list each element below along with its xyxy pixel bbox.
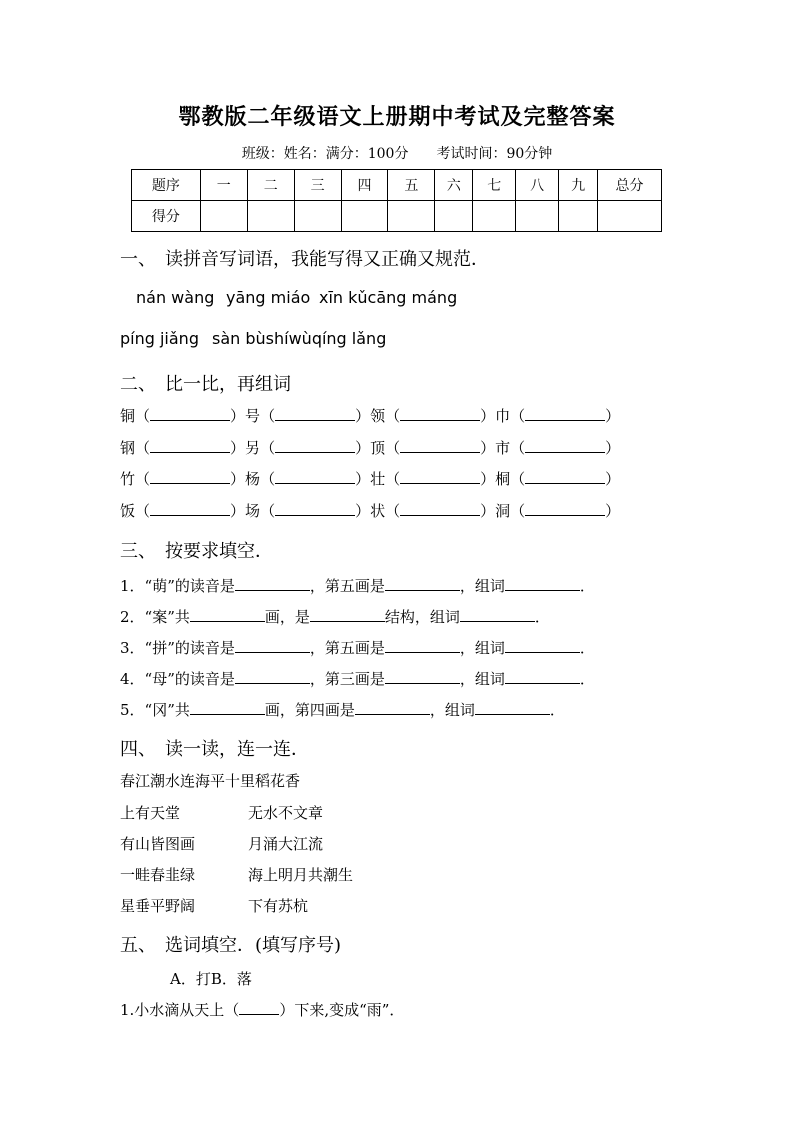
table-cell: 四 bbox=[341, 170, 388, 201]
answer-blank[interactable] bbox=[400, 437, 480, 453]
match-right[interactable]: 海上明月共潮生 bbox=[248, 866, 354, 884]
compare-char: 状 bbox=[370, 502, 386, 520]
compare-char: 洞 bbox=[495, 502, 511, 520]
pinyin-item: xīn kǔcāng máng bbox=[319, 288, 458, 307]
section-4-heading: 四、 读一读，连一连． bbox=[120, 739, 309, 760]
section-1-heading: 一、 读拼音写词语，我能写得又正确又规范． bbox=[120, 249, 489, 270]
score-cell[interactable] bbox=[598, 201, 662, 232]
item-text: ，组词 bbox=[459, 639, 505, 657]
item-text: 结构，组词 bbox=[384, 608, 460, 626]
table-cell: 九 bbox=[559, 170, 598, 201]
item-text: ． bbox=[579, 639, 595, 657]
answer-blank[interactable] bbox=[385, 637, 460, 653]
compare-char: 巾 bbox=[495, 407, 511, 425]
compare-row: 钢（ ）另（ ）顶（ ）市（ ） bbox=[120, 439, 621, 457]
answer-blank[interactable] bbox=[235, 668, 310, 684]
compare-char: 桐 bbox=[495, 470, 511, 488]
item-text: ，第五画是 bbox=[309, 639, 385, 657]
answer-blank[interactable] bbox=[400, 405, 480, 421]
compare-char: 钢 bbox=[120, 439, 136, 457]
compare-char: 饭 bbox=[120, 502, 136, 520]
answer-blank[interactable] bbox=[385, 575, 460, 591]
item-text: ． bbox=[579, 670, 595, 688]
compare-char: 铜 bbox=[120, 407, 136, 425]
compare-char: 壮 bbox=[370, 470, 386, 488]
section-2-heading: 二、 比一比，再组词 bbox=[120, 374, 291, 395]
answer-blank[interactable] bbox=[505, 668, 580, 684]
answer-blank[interactable] bbox=[310, 606, 385, 622]
answer-blank[interactable] bbox=[275, 500, 355, 516]
poem-first-line: 春江潮水连海平十里稻花香 bbox=[120, 772, 301, 790]
item-text: ，组词 bbox=[429, 701, 475, 719]
score-cell[interactable] bbox=[388, 201, 435, 232]
item-text: ，组词 bbox=[459, 577, 505, 595]
table-score-row bbox=[132, 201, 662, 232]
score-cell[interactable] bbox=[200, 201, 247, 232]
item-number: 2． bbox=[120, 608, 145, 626]
item-text: “母”的读音是 bbox=[144, 670, 235, 688]
answer-blank[interactable] bbox=[235, 637, 310, 653]
score-cell[interactable] bbox=[341, 201, 388, 232]
answer-blank[interactable] bbox=[275, 468, 355, 484]
compare-char: 场 bbox=[245, 502, 261, 520]
answer-blank[interactable] bbox=[235, 575, 310, 591]
word-options: A．打B．落 bbox=[170, 970, 252, 988]
match-right[interactable]: 月涌大江流 bbox=[248, 835, 324, 853]
answer-blank[interactable] bbox=[150, 500, 230, 516]
score-cell[interactable] bbox=[247, 201, 294, 232]
compare-row: 竹（ ）杨（ ）壮（ ）桐（ ） bbox=[120, 470, 621, 488]
answer-blank[interactable] bbox=[150, 405, 230, 421]
match-left[interactable]: 星垂平野阔 bbox=[120, 897, 196, 915]
answer-blank[interactable] bbox=[239, 999, 279, 1015]
item-text: “冈”共 bbox=[144, 701, 190, 719]
section-3-heading: 三、 按要求填空． bbox=[120, 541, 273, 562]
match-right[interactable]: 下有苏杭 bbox=[248, 897, 309, 915]
fill-item bbox=[120, 606, 550, 627]
exam-info: 班级：姓名：满分：100分 考试时间：90分钟 bbox=[241, 146, 553, 162]
score-cell[interactable] bbox=[435, 201, 473, 232]
fill-item bbox=[120, 637, 595, 658]
pinyin-item: nán wàng bbox=[136, 288, 215, 307]
compare-row: 饭（ ）场（ ）状（ ）洞（ ） bbox=[120, 502, 621, 520]
compare-char: 领 bbox=[370, 407, 386, 425]
score-cell[interactable] bbox=[473, 201, 516, 232]
section-5-heading: 五、 选词填空．(填写序号) bbox=[120, 935, 342, 956]
item-number: 5． bbox=[120, 701, 145, 719]
compare-row: 铜（ ）号（ ）领（ ）巾（ ） bbox=[120, 407, 621, 425]
fill-item bbox=[120, 575, 595, 596]
answer-blank[interactable] bbox=[525, 500, 605, 516]
answer-blank[interactable] bbox=[400, 500, 480, 516]
item-number: 1． bbox=[120, 577, 145, 595]
answer-blank[interactable] bbox=[190, 606, 265, 622]
table-cell: 二 bbox=[247, 170, 294, 201]
pinyin-item: píng jiǎng bbox=[120, 329, 199, 348]
answer-blank[interactable] bbox=[275, 405, 355, 421]
answer-blank[interactable] bbox=[525, 405, 605, 421]
fill-item bbox=[120, 999, 404, 1020]
compare-char: 另 bbox=[245, 439, 261, 457]
answer-blank[interactable] bbox=[505, 575, 580, 591]
item-text: 画，是 bbox=[264, 608, 310, 626]
item-text: ． bbox=[549, 701, 565, 719]
table-cell: 总分 bbox=[598, 170, 662, 201]
item-text: “拼”的读音是 bbox=[144, 639, 235, 657]
table-cell: 一 bbox=[200, 170, 247, 201]
score-table bbox=[131, 169, 662, 232]
compare-char: 顶 bbox=[370, 439, 386, 457]
pinyin-item: yāng miáo bbox=[226, 288, 311, 307]
table-cell: 题序 bbox=[132, 170, 201, 201]
compare-char: 号 bbox=[245, 407, 261, 425]
answer-blank[interactable] bbox=[150, 437, 230, 453]
answer-blank[interactable] bbox=[385, 668, 460, 684]
answer-blank[interactable] bbox=[190, 699, 265, 715]
answer-blank[interactable] bbox=[525, 468, 605, 484]
compare-char: 市 bbox=[495, 439, 511, 457]
table-cell: 八 bbox=[516, 170, 559, 201]
match-left[interactable]: 有山皆图画 bbox=[120, 835, 196, 853]
item-text: “案”共 bbox=[144, 608, 190, 626]
page-title: 鄂教版二年级语文上册期中考试及完整答案 bbox=[178, 104, 616, 130]
table-cell: 三 bbox=[294, 170, 341, 201]
match-left[interactable]: 上有天堂 bbox=[120, 804, 181, 822]
table-header-row bbox=[132, 170, 662, 201]
item-text: ． bbox=[579, 577, 595, 595]
fill-item bbox=[120, 699, 565, 720]
item-number: 3． bbox=[120, 639, 145, 657]
table-cell: 六 bbox=[435, 170, 473, 201]
item-text: 1.小水滴从天上（ bbox=[120, 1001, 240, 1019]
match-left[interactable]: 一畦春韭绿 bbox=[120, 866, 196, 884]
table-cell: 得分 bbox=[132, 201, 201, 232]
answer-blank[interactable] bbox=[150, 468, 230, 484]
compare-char: 杨 bbox=[245, 470, 261, 488]
item-text: 画，第四画是 bbox=[264, 701, 355, 719]
pinyin-item: sàn bùshíwùqíng lǎng bbox=[212, 329, 387, 348]
answer-blank[interactable] bbox=[475, 699, 550, 715]
table-cell: 五 bbox=[388, 170, 435, 201]
item-number: 4． bbox=[120, 670, 145, 688]
table-cell: 七 bbox=[473, 170, 516, 201]
answer-blank[interactable] bbox=[275, 437, 355, 453]
compare-char: 竹 bbox=[120, 470, 136, 488]
item-text: “萌”的读音是 bbox=[144, 577, 235, 595]
answer-blank[interactable] bbox=[525, 437, 605, 453]
score-cell[interactable] bbox=[516, 201, 559, 232]
answer-blank[interactable] bbox=[400, 468, 480, 484]
fill-item bbox=[120, 668, 595, 689]
item-text: ，组词 bbox=[459, 670, 505, 688]
item-text: ． bbox=[534, 608, 550, 626]
item-text: ，第五画是 bbox=[309, 577, 385, 595]
answer-blank[interactable] bbox=[505, 637, 580, 653]
score-cell[interactable] bbox=[559, 201, 598, 232]
item-text: ，第三画是 bbox=[309, 670, 385, 688]
item-text: ）下来,变成“雨”． bbox=[279, 1001, 405, 1019]
answer-blank[interactable] bbox=[355, 699, 430, 715]
score-cell[interactable] bbox=[294, 201, 341, 232]
match-right[interactable]: 无水不文章 bbox=[248, 804, 324, 822]
answer-blank[interactable] bbox=[460, 606, 535, 622]
